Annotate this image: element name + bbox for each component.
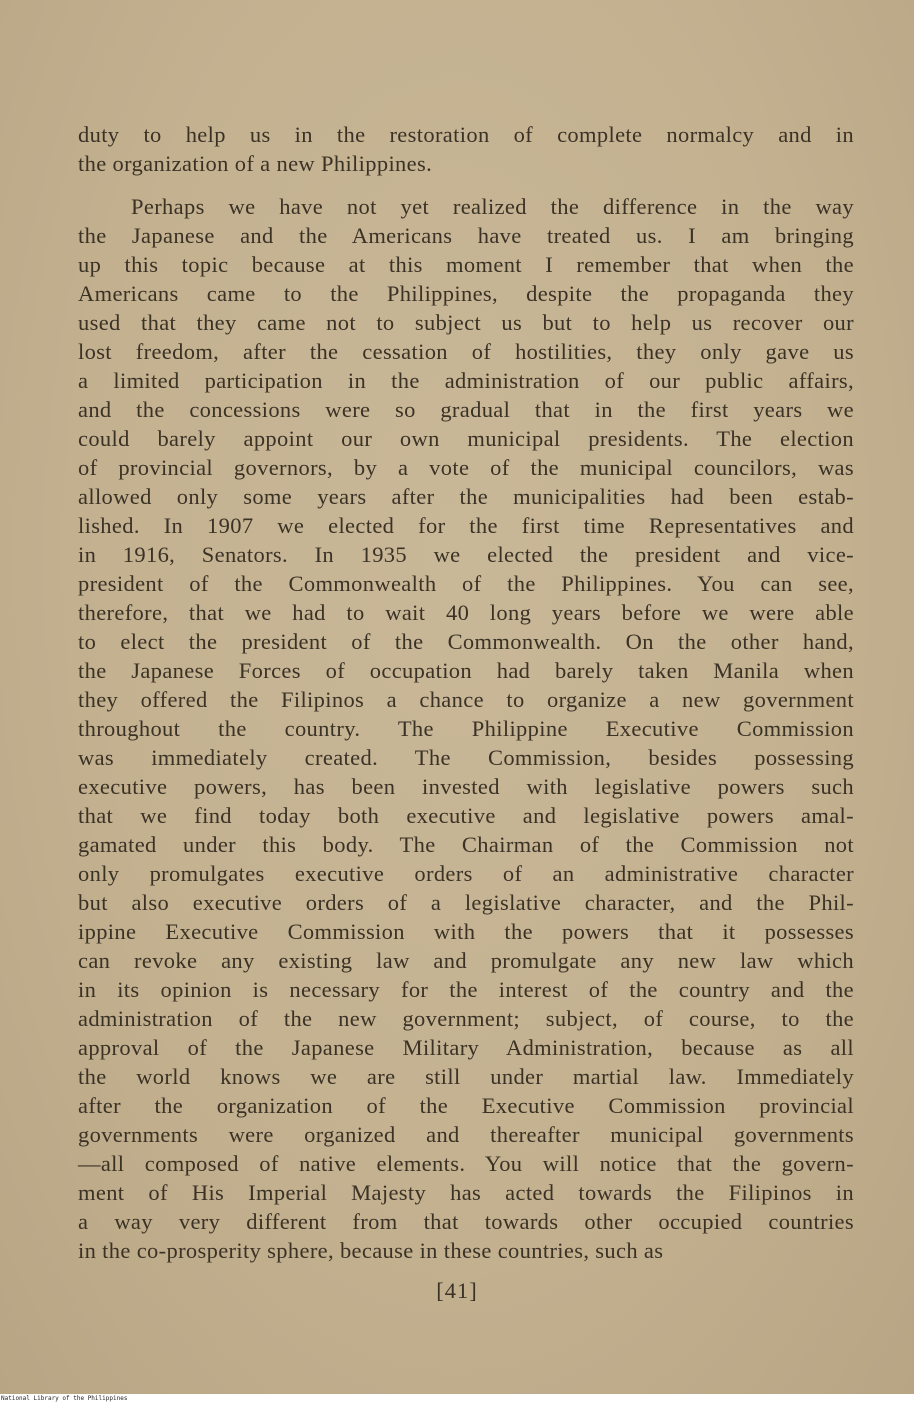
text-line: to elect the president of the Commonwealth. On the other hand, xyxy=(78,629,854,654)
text-line: allowed only some years after the municipalities had been estab- xyxy=(78,484,854,509)
footer-bar xyxy=(0,1394,914,1403)
text-line: ippine Executive Commission with the powers that it possesses xyxy=(78,919,854,944)
text-line: Perhaps we have not yet realized the difference in the way xyxy=(131,194,854,219)
text-line: a limited participation in the administration of our public affairs, xyxy=(78,368,854,393)
text-line: lost freedom, after the cessation of hostilities, they only gave us xyxy=(78,339,854,364)
text-line: but also executive orders of a legislative character, and the Phil- xyxy=(78,890,854,915)
text-line: was immediately created. The Commission, besides possessing xyxy=(78,745,854,770)
text-line: in 1916, Senators. In 1935 we elected the president and vice- xyxy=(78,542,854,567)
text-line: Americans came to the Philippines, despite the propaganda they xyxy=(78,281,854,306)
text-line: approval of the Japanese Military Administration, because as all xyxy=(78,1035,854,1060)
text-line: could barely appoint our own municipal presidents. The election xyxy=(78,426,854,451)
text-line: governments were organized and thereafter municipal governments xyxy=(78,1122,854,1147)
text-line: after the organization of the Executive Commission provincial xyxy=(78,1093,854,1118)
text-line: executive powers, has been invested with legislative powers such xyxy=(78,774,854,799)
text-line: the Japanese Forces of occupation had barely taken Manila when xyxy=(78,658,854,683)
page-number: [41] xyxy=(436,1278,478,1303)
text-line: used that they came not to subject us but to help us recover our xyxy=(78,310,854,335)
text-line: can revoke any existing law and promulgate any new law which xyxy=(78,948,854,973)
text-line: in its opinion is necessary for the interest of the country and the xyxy=(78,977,854,1002)
footer-credit: National Library of the Philippines xyxy=(1,1395,128,1402)
text-line: throughout the country. The Philippine Executive Commission xyxy=(78,716,854,741)
text-line: a way very different from that towards other occupied countries xyxy=(78,1209,854,1234)
text-line: administration of the new government; subject, of course, to the xyxy=(78,1006,854,1031)
text-line: the organization of a new Philippines. xyxy=(78,151,433,176)
text-line: president of the Commonwealth of the Philippines. You can see, xyxy=(78,571,854,596)
text-line: up this topic because at this moment I remember that when the xyxy=(78,252,854,277)
text-line: of provincial governors, by a vote of the municipal councilors, was xyxy=(78,455,854,480)
text-line: gamated under this body. The Chairman of the Commission not xyxy=(78,832,854,857)
text-line: the Japanese and the Americans have treated us. I am bringing xyxy=(78,223,854,248)
text-line: —all composed of native elements. You will notice that the govern- xyxy=(78,1151,854,1176)
text-line: duty to help us in the restoration of complete normalcy and in xyxy=(78,122,854,147)
text-line: the world knows we are still under martial law. Immediately xyxy=(78,1064,854,1089)
text-line: they offered the Filipinos a chance to organize a new government xyxy=(78,687,854,712)
text-line: lished. In 1907 we elected for the first time Representatives and xyxy=(78,513,854,538)
text-line: in the co-prosperity sphere, because in these countries, such as xyxy=(78,1238,664,1263)
text-line: only promulgates executive orders of an administrative character xyxy=(78,861,854,886)
text-line: ment of His Imperial Majesty has acted towards the Filipinos in xyxy=(78,1180,854,1205)
text-line: and the concessions were so gradual that in the first years we xyxy=(78,397,854,422)
text-line: that we find today both executive and legislative powers amal- xyxy=(78,803,854,828)
text-line: therefore, that we had to wait 40 long years before we were able xyxy=(78,600,854,625)
